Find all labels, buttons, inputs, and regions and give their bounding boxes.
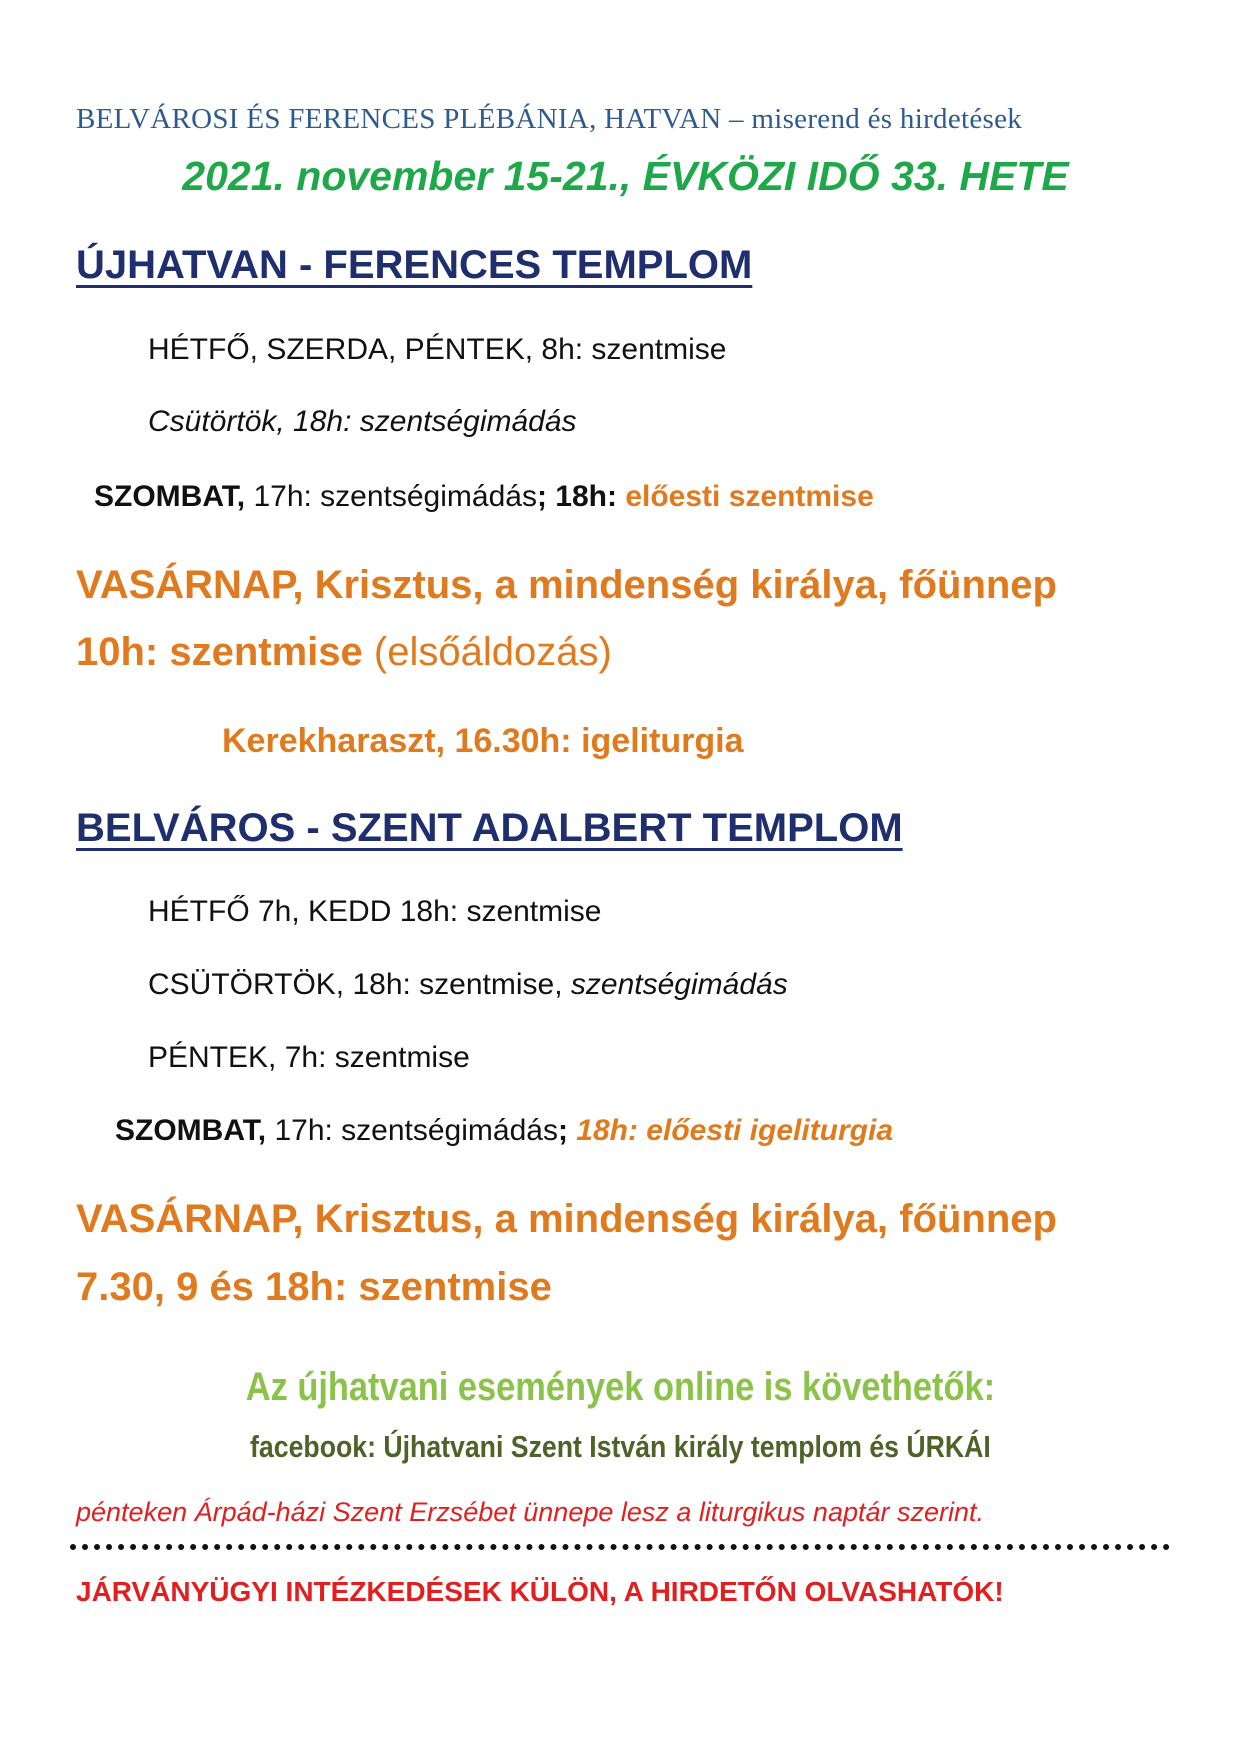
sunday-feast: , Krisztus, a mindenség királya, főünnep bbox=[292, 563, 1057, 607]
belvaros-thursday bbox=[148, 968, 788, 1002]
saturday-time: 18h: bbox=[546, 480, 617, 513]
thursday-text: CSÜTÖRTÖK, 18h: szentmise, bbox=[148, 968, 571, 1001]
ujhatvan-thursday: Csütörtök, 18h: szentségimádás bbox=[148, 405, 577, 438]
saturday-adoration: 17h: szentségimádás bbox=[266, 1114, 558, 1147]
section-title-ujhatvan: ÚJHATVAN - FERENCES TEMPLOM bbox=[76, 243, 753, 287]
thursday-adoration: szentségimádás bbox=[570, 968, 788, 1001]
ujhatvan-saturday bbox=[94, 480, 874, 514]
parish-header: BELVÁROSI ÉS FERENCES PLÉBÁNIA, HATVAN – miserend és hirdetések bbox=[76, 103, 1023, 135]
belvaros-sunday-feast: VASÁRNAP, Krisztus, a mindenség királya, főünnep bbox=[76, 1197, 1057, 1241]
saturday-separator: ; bbox=[557, 1114, 568, 1147]
ujhatvan-sunday-mass bbox=[76, 630, 612, 675]
ujhatvan-weekday-mass: HÉTFŐ, SZERDA, PÉNTEK, 8h: szentmise bbox=[148, 333, 727, 366]
saturday-event: előesti szentmise bbox=[616, 480, 874, 513]
saturday-adoration: 17h: szentségimádás bbox=[245, 480, 537, 513]
belvaros-sunday-masses: 7.30, 9 és 18h: szentmise bbox=[76, 1265, 552, 1309]
week-title: 2021. november 15-21., ÉVKÖZI IDŐ 33. HETE bbox=[182, 153, 1069, 199]
saturday-day: SZOMBAT, bbox=[94, 480, 246, 513]
sunday-day: VASÁRNAP bbox=[76, 563, 293, 607]
ujhatvan-sunday-feast bbox=[76, 563, 1057, 608]
section-title-belvaros: BELVÁROS - SZENT ADALBERT TEMPLOM bbox=[76, 806, 903, 850]
belvaros-saturday bbox=[115, 1114, 893, 1148]
sunday-mass: 10h: szentmise bbox=[76, 630, 363, 674]
kerekharaszt-liturgy: Kerekharaszt, 16.30h: igeliturgia bbox=[222, 722, 744, 760]
dotted-divider bbox=[70, 1544, 1170, 1550]
online-title: Az újhatvani események online is követhetők: bbox=[245, 1365, 996, 1409]
feast-note: pénteken Árpád-házi Szent Erzsébet ünnepe lesz a liturgikus naptár szerint. bbox=[76, 1497, 985, 1527]
saturday-event: 18h: előesti igeliturgia bbox=[567, 1114, 894, 1147]
belvaros-monday-tuesday: HÉTFŐ 7h, KEDD 18h: szentmise bbox=[148, 895, 602, 928]
saturday-separator: ; bbox=[536, 480, 547, 513]
epidemic-warning: JÁRVÁNYÜGYI INTÉZKEDÉSEK KÜLÖN, A HIRDETŐN OLVASHATÓK! bbox=[76, 1576, 1004, 1607]
belvaros-friday: PÉNTEK, 7h: szentmise bbox=[148, 1041, 470, 1074]
sunday-mass-note: (elsőáldozás) bbox=[362, 630, 612, 674]
saturday-day: SZOMBAT, bbox=[115, 1114, 267, 1147]
facebook-line: facebook: Újhatvani Szent István király templom és ÚRKÁI bbox=[250, 1429, 991, 1464]
